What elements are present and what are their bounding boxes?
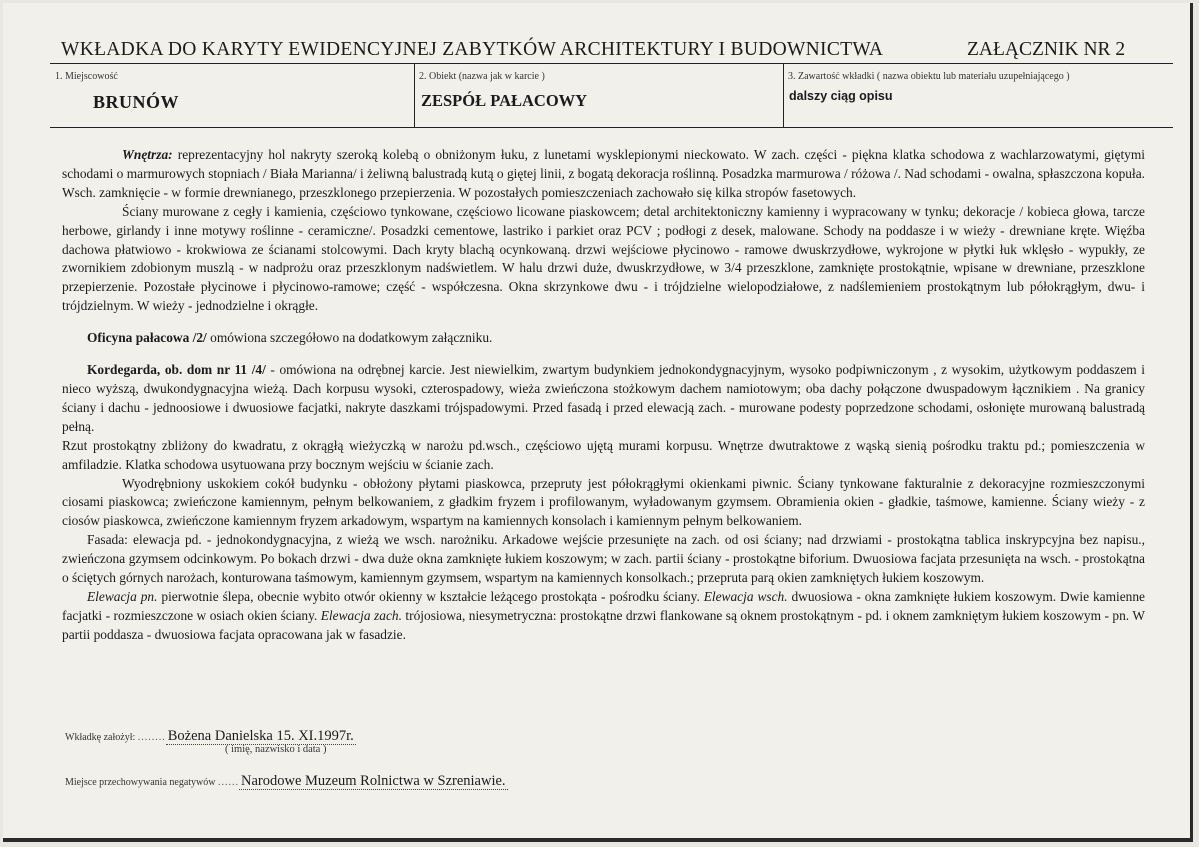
paragraph-walls: Ściany murowane z cegły i kamienia, częściowo tynkowane, częściowo licowane piaskowcem; detal architektoniczny kamienny i wypracowany w tynku; dekoracje / kobieca głowa, tarcze herbowe, girlandy i inne motywy roślinne - ceramiczne/. Posadzki cementowe, lastriko i parkiet oraz PCV ; podłogi z desek, malowane. Schody na poddasze i w wieży - drewniane kręte. Więźba dachowa płatwiowo - krokwiowa ze ścianami stolcowymi. Dach kryty blachą ocynkowaną. drzwi wejściowe płycinowo - ramowe dwuskrzydłowe, wykrojone w płytki łuk wklęsło - wypukły, ze zwornikiem zdobionym muszlą - w nadprożu oraz przeszklonym nadświetlem. W halu drzwi duże, dwuskrzydłowe, w 3/4 przeszklone, zamknięte prostokątnie, wpisane w drewniane, przeszklone przepierzenie. Pozostałe płycinowe i płycinowo-ramowe; część - współczesna. Okna skrzynkowe dwu - i trójdzielne wielopodziałowe, z nadślemieniem prostokątnym lub półokrągłym, dwu- i trójdzielnym. W wieży - jednodzielne i okrągłe. — [62, 203, 1145, 314]
elevation-west-label: Elewacja zach. — [320, 607, 402, 623]
object-label: 2. Obiekt (nazwa jak w karcie ) — [419, 71, 545, 82]
author-label: Wkładkę założył: — [65, 732, 136, 743]
outbuilding-text: omówiona szczegółowo na dodatkowym załączniku. — [206, 330, 493, 346]
place-label: 1. Miejscowość — [55, 71, 118, 82]
header-rule-bottom — [50, 127, 1173, 128]
field-divider-1 — [414, 64, 415, 127]
guardhouse-lead: Kordegarda, ob. dom nr 11 /4/ — [87, 362, 266, 378]
author-value: Bożena Danielska 15. XI.1997r. — [167, 728, 354, 744]
elevation-east-text: dwuosiowa - okna zamknięte łukiem koszowym. Dwie kamienne facjatki - rozmieszczone w osiach okien ściany. — [62, 588, 1145, 623]
content-value: dalszy ciąg opisu — [789, 89, 893, 103]
author-row — [65, 728, 356, 745]
header-rule-top — [50, 63, 1173, 64]
annex-number: ZAŁĄCZNIK NR 2 — [967, 39, 1126, 60]
storage-row — [65, 773, 508, 790]
paragraph-facade: Fasada: elewacja pd. - jednokondygnacyjna, z wieżą we wsch. narożniku. Arkadowe wejście przesunięte na zach. od osi ściany; nad drzwiami - prostokątna tablica inskrypcyjna bez napisu., zwieńczona gzymsem odcinkowym. Po bokach drzwi - dwa duże okna zamknięte łukiem koszowym; w zach. partii ściany - prostokątne biforium. Dwuosiowa facjata przesunięta na wsch. - prostokątna o ściętych górnych narożach, konturowana taśmowym, kamiennym gzymsem, wspartym na kamiennych konsolkach.; przepruta parą okien zamkniętych łukiem koszowym. — [62, 532, 1145, 586]
field-divider-2 — [783, 64, 784, 127]
paragraph-base: Wyodrębniony uskokiem cokół budynku - obłożony płytami piaskowca, przepruty jest półokrągłymi okienkami piwnic. Ściany tynkowane fakturalnie z dekoracyjne rozmieszczonymi ciosami piaskowca; zwieńczone kamiennym, pełnym belkowaniem, z gładkim fryzem i profilowanym, wyładowanym gzymsem. Obramienia okien - gładkie, taśmowe, kamienne. Ściany wieży - z ciosów piaskowca, zwieńczone kamiennym fryzem arkadowym, wspartym na kamiennych konsolach i kamiennym pełnym belkowaniem. — [62, 475, 1145, 529]
elevation-north-text: pierwotnie ślepa, obecnie wybito otwór okienny w kształcie leżącego prostokąta - pośrodku ściany. — [157, 588, 704, 604]
form-sheet — [3, 3, 1193, 842]
storage-dots: ...... — [218, 777, 239, 788]
elevation-north-label: Elewacja pn. — [87, 588, 158, 604]
interiors-lead: Wnętrza: — [122, 147, 173, 162]
object-value: ZESPÓŁ PAŁACOWY — [421, 91, 588, 110]
outbuilding-lead: Oficyna pałacowa /2/ — [87, 330, 207, 346]
paragraph-interiors — [62, 146, 1145, 203]
paragraph-elevations — [62, 588, 1145, 645]
form-title: WKŁADKA DO KARYTY EWIDENCYJNEJ ZABYTKÓW ARCHITEKTURY I BUDOWNICTWA — [61, 39, 884, 60]
place-value: BRUNÓW — [93, 92, 180, 112]
elevation-west-text: trójosiowa, niesymetryczna: prostokątne drzwi flankowane są oknem prostokątnym - pd. i oknem zamkniętym łukiem koszowym - pn. W partii poddasza - dwuosiowa facjata opracowana jak w fasadzie. — [62, 607, 1145, 642]
content-label: 3. Zawartość wkładki ( nazwa obiektu lub materiału uzupełniającego ) — [788, 71, 1070, 82]
guardhouse-text: - omówiona na odrębnej karcie. Jest niewielkim, zwartym budynkiem jednokondygnacyjnym, wysoko podpiwniczonym , z wysokim, użytkowym poddaszem i nieco wyższą, dwukondygnacyjna wieżą. Dach korpusu wysoki, czterospadowy, wieża zwieńczona stożkowym dachem namiotowym; oba dachy połączone dwuspadowym łącznikiem . Na granicy ściany i dachu - jednoosiowe i dwuosiowe facjatki, nakryte daszkami trójspadowymi. Przed fasadą i przed elewacją zach. - murowane podesty poprzedzone schodami, osłonięte murowaną balustradą pełną. — [62, 362, 1146, 434]
paragraph-outbuilding — [62, 329, 1145, 348]
interiors-text: reprezentacyjny hol nakryty szeroką kolebą o obniżonym łuku, z lunetami wysklepionymi nieckowato. W zach. części - piękna klatka schodowa z wachlarzowatymi, giętymi schodami o marmurowych stopniach / Biała Marianna/ i żeliwną balustradą kutą o giętej linii, z bogatą dekoracja roślinną. Posadzka marmurowa / różowa /. Nad schodami - owalna, spłaszczona kopuła. Wsch. zamknięcie - w formie drewnianego, przeszklonego przepierzenia. W pozostałych pomieszczeniach zachowało się kilka stropów fasetowych. — [62, 147, 1145, 200]
storage-value: Narodowe Muzeum Rolnictwa w Szreniawie. — [241, 773, 506, 789]
description-body — [62, 146, 1145, 645]
storage-label: Miejsce przechowywania negatywów — [65, 777, 216, 788]
elevation-east-label: Elewacja wsch. — [703, 588, 788, 604]
paragraph-plan: Rzut prostokątny zbliżony do kwadratu, z okrągłą wieżyczką w narożu pd.wsch., częściowo ujętą murami korpusu. Wnętrze dwutraktowe z wąską sienią pośrodku traktu pd.; pomieszczenia w amfiladzie. Klatka schodowa usytuowana przy bocznym wejściu w ścianie zach. — [62, 437, 1145, 472]
paragraph-guardhouse — [62, 361, 1145, 437]
author-dots: ........ — [137, 732, 166, 743]
author-sub-label: ( imię, nazwisko i data ) — [225, 744, 327, 755]
